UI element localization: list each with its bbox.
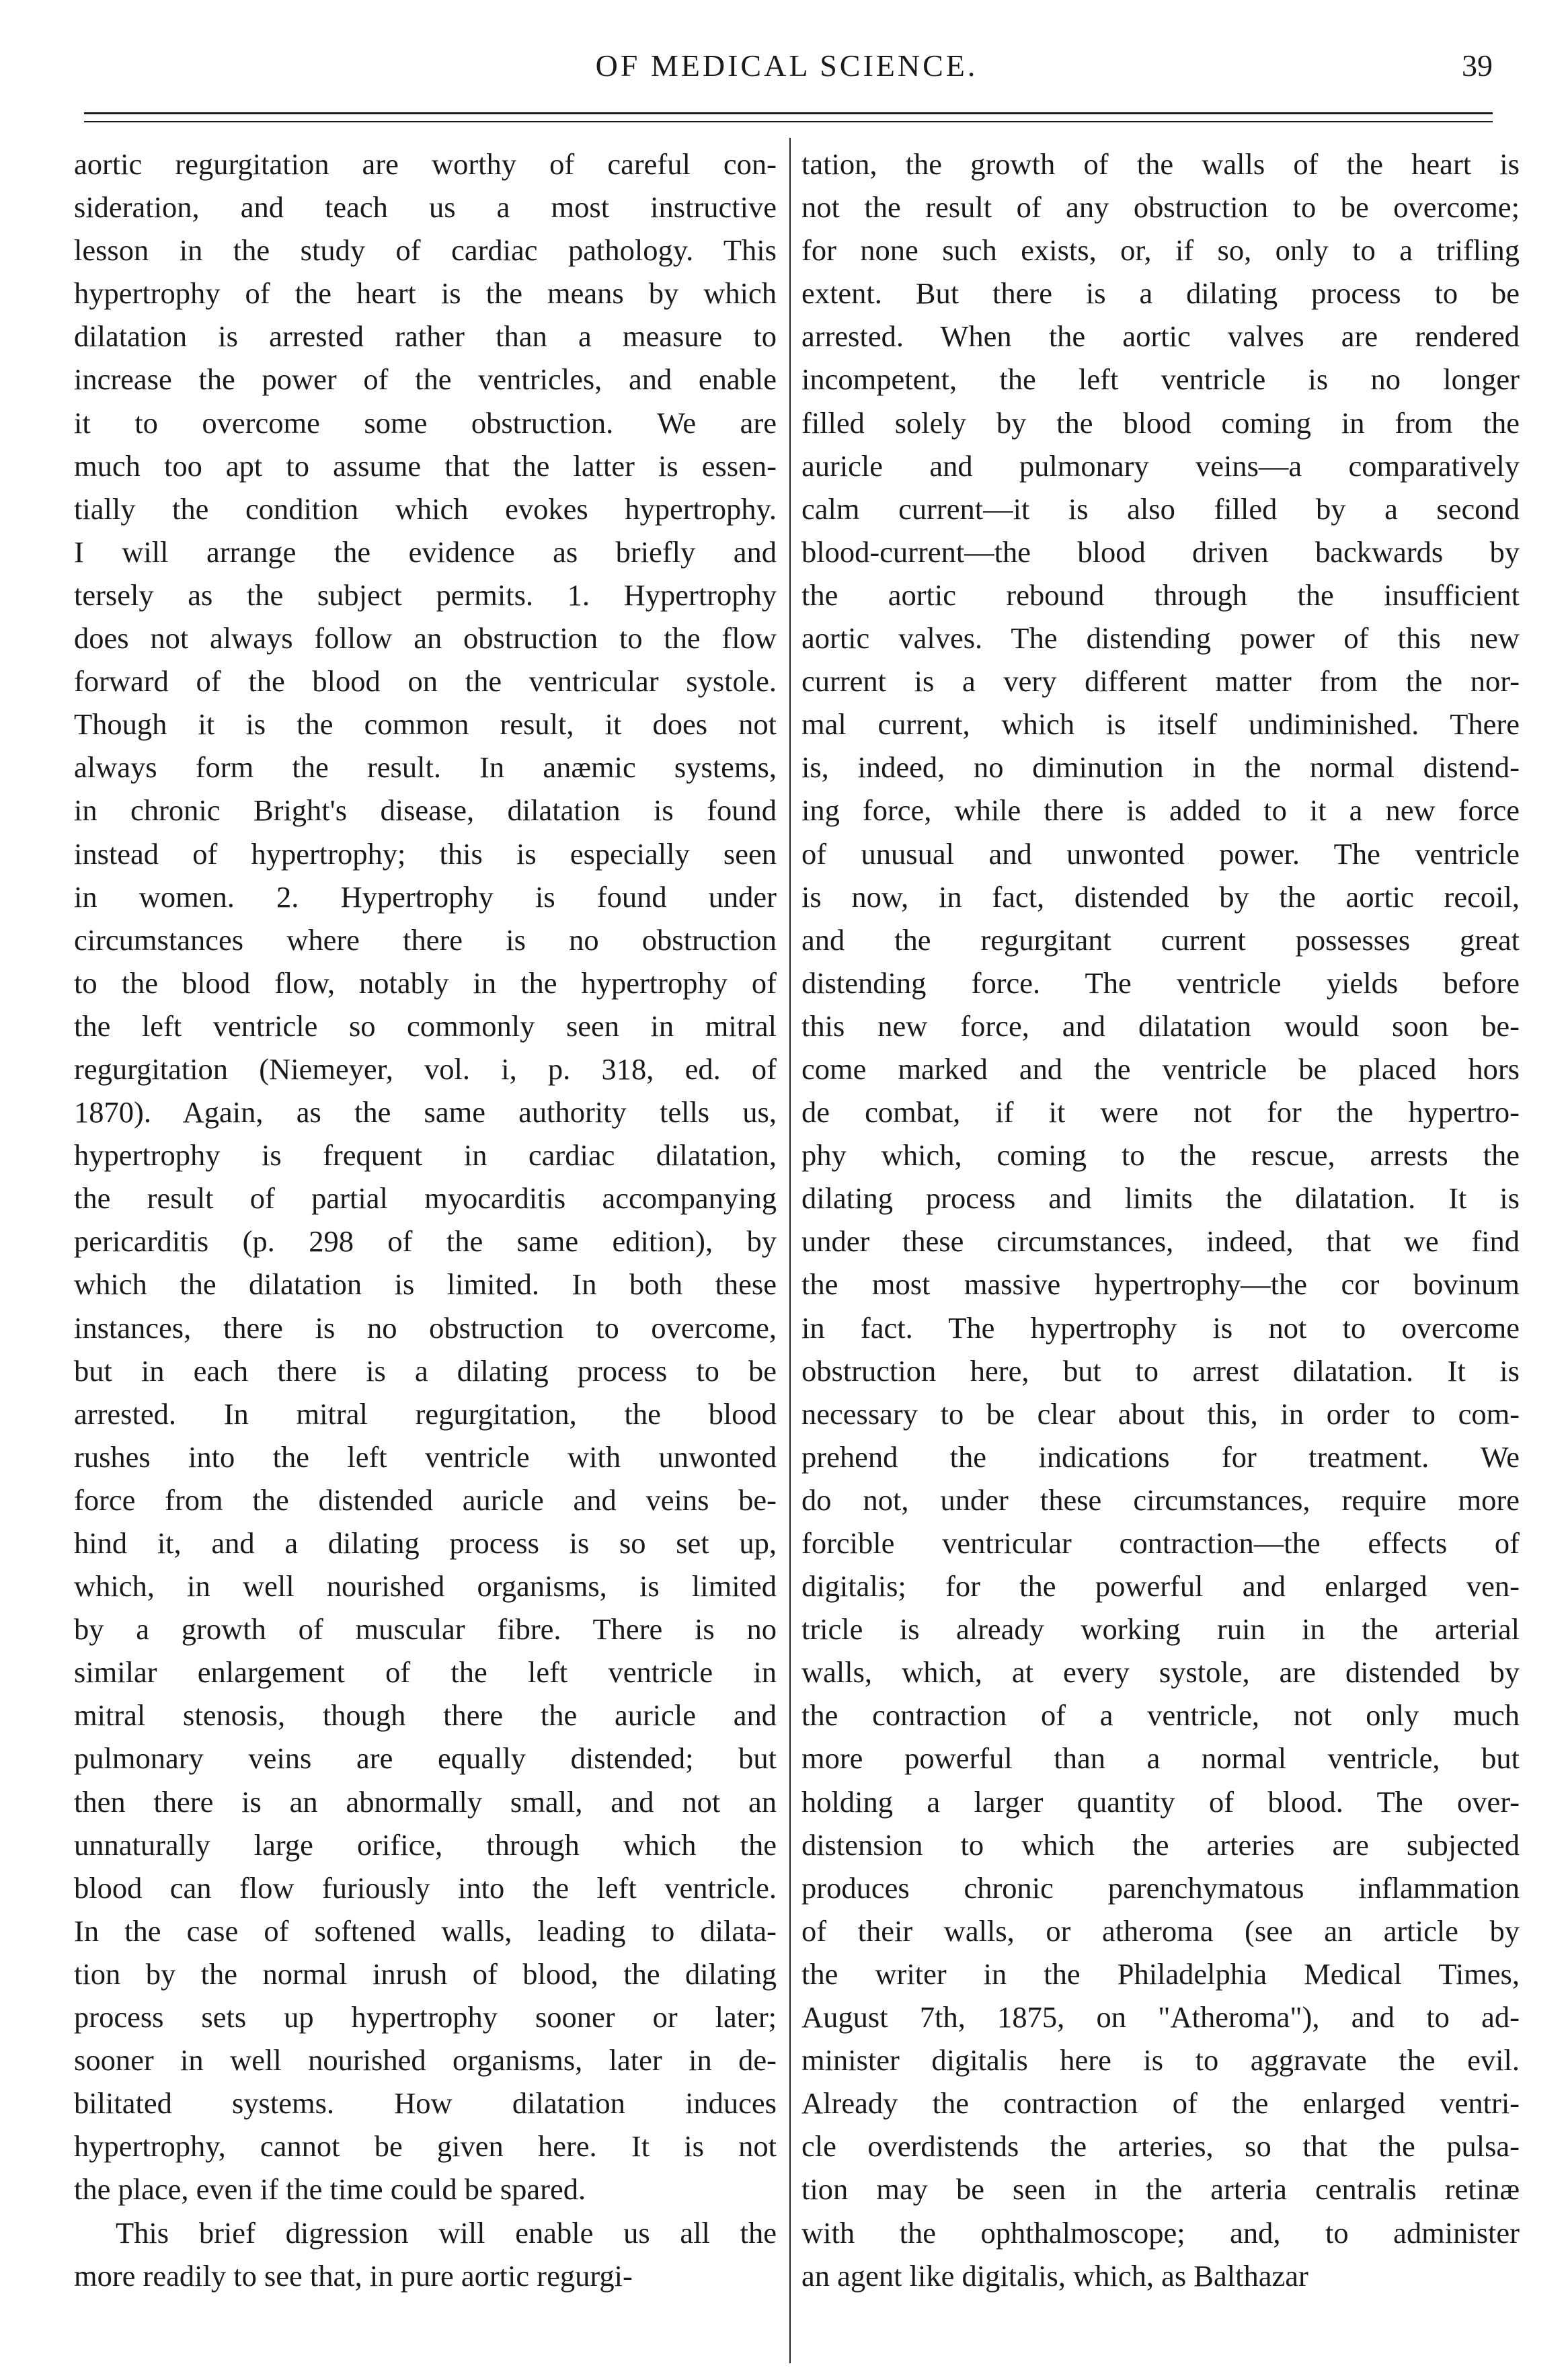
text-line: pulmonary veins are equally distended; but [74, 1741, 777, 1776]
text-line: tation, the growth of the walls of the heart is [801, 147, 1520, 181]
text-line: aortic valves. The distending power of this new [801, 621, 1520, 656]
text-line: walls, which, at every systole, are distended by [801, 1655, 1520, 1690]
text-line: an agent like digitalis, which, as Balthazar [801, 2258, 1308, 2293]
running-title: OF MEDICAL SCIENCE. [595, 48, 978, 83]
text-line: more powerful than a normal ventricle, but [801, 1741, 1520, 1776]
header-rule [84, 112, 1493, 114]
text-line: not the result of any obstruction to be overcome; [801, 190, 1520, 225]
text-line: incompetent, the left ventricle is no longer [801, 362, 1520, 397]
text-line: minister digitalis here is to aggravate the evil. [801, 2043, 1520, 2078]
text-line: this new force, and dilatation would soon be- [801, 1008, 1520, 1043]
text-line: forcible ventricular contraction—the effects of [801, 1526, 1520, 1560]
text-line: with the ophthalmoscope; and, to administer [801, 2215, 1520, 2250]
text-line: distending force. The ventricle yields before [801, 965, 1520, 1000]
text-line: phy which, coming to the rescue, arrests the [801, 1138, 1520, 1173]
left-column [74, 143, 777, 2297]
text-line: which the dilatation is limited. In both these [74, 1267, 777, 1302]
text-line: holding a larger quantity of blood. The over- [801, 1784, 1520, 1819]
text-line: regurgitation (Niemeyer, vol. i, p. 318, ed. of [74, 1052, 777, 1086]
text-line: in fact. The hypertrophy is not to overcome [801, 1310, 1520, 1345]
text-line: dilating process and limits the dilatation. It is [801, 1181, 1520, 1216]
text-line: of their walls, or atheroma (see an article by [801, 1913, 1520, 1948]
text-line: cle overdistends the arteries, so that the pulsa- [801, 2129, 1520, 2164]
text-line: de combat, if it were not for the hypertro- [801, 1095, 1520, 1130]
text-line: force from the distended auricle and veins be- [74, 1482, 777, 1517]
text-line: the contraction of a ventricle, not only much [801, 1698, 1520, 1733]
text-line: the aortic rebound through the insufficient [801, 578, 1520, 612]
text-line: mal current, which is itself undiminished. There [801, 707, 1520, 742]
text-line: filled solely by the blood coming in from the [801, 405, 1520, 440]
text-line: mitral stenosis, though there the auricle and [74, 1698, 777, 1733]
text-line: rushes into the left ventricle with unwonted [74, 1439, 777, 1474]
text-line: is now, in fact, distended by the aortic recoil, [801, 879, 1520, 914]
text-line: the result of partial myocarditis accompanying [74, 1181, 777, 1216]
text-line: forward of the blood on the ventricular systole. [74, 664, 777, 699]
text-line: hind it, and a dilating process is so set up, [74, 1526, 777, 1560]
text-line: necessary to be clear about this, in order to com- [801, 1396, 1520, 1431]
text-line: August 7th, 1875, on "Atheroma"), and to ad- [801, 2000, 1520, 2034]
text-line: hypertrophy of the heart is the means by which [74, 276, 777, 311]
text-line: dilatation is arrested rather than a measure to [74, 319, 777, 354]
text-line: sooner in well nourished organisms, later in de- [74, 2043, 777, 2078]
text-line: hypertrophy, cannot be given here. It is not [74, 2129, 777, 2164]
text-line: produces chronic parenchymatous inflammation [801, 1870, 1520, 1905]
text-line: extent. But there is a dilating process to be [801, 276, 1520, 311]
text-line: I will arrange the evidence as briefly and [74, 535, 777, 569]
text-line: under these circumstances, indeed, that we find [801, 1224, 1520, 1259]
text-line: prehend the indications for treatment. We [801, 1439, 1520, 1474]
text-line: In the case of softened walls, leading to dilata- [74, 1913, 777, 1948]
text-line: blood-current—the blood driven backwards by [801, 535, 1520, 569]
page-number: 39 [1462, 48, 1493, 83]
text-line: similar enlargement of the left ventricle in [74, 1655, 777, 1690]
text-line: of unusual and unwonted power. The ventricle [801, 836, 1520, 871]
text-line: by a growth of muscular fibre. There is no [74, 1612, 777, 1647]
column-divider [789, 138, 791, 2363]
text-line: auricle and pulmonary veins—a comparatively [801, 448, 1520, 483]
text-line: tially the condition which evokes hypertrophy. [74, 491, 777, 526]
text-line: instances, there is no obstruction to overcome, [74, 1310, 777, 1345]
text-line: unnaturally large orifice, through which the [74, 1827, 777, 1862]
text-line: increase the power of the ventricles, and enable [74, 362, 777, 397]
header-rule-thin [84, 121, 1493, 122]
text-line: the place, even if the time could be spared. [74, 2172, 586, 2207]
text-line: the writer in the Philadelphia Medical Times, [801, 1956, 1520, 1991]
text-line: Though it is the common result, it does not [74, 707, 777, 742]
text-line: circumstances where there is no obstruction [74, 922, 777, 957]
text-line: aortic regurgitation are worthy of careful con- [74, 147, 777, 181]
text-line: calm current—it is also filled by a second [801, 491, 1520, 526]
text-line: in women. 2. Hypertrophy is found under [74, 879, 777, 914]
text-line: tion by the normal inrush of blood, the dilating [74, 1956, 777, 1991]
text-line: tion may be seen in the arteria centralis retinæ [801, 2172, 1520, 2207]
text-line: digitalis; for the powerful and enlarged ven- [801, 1569, 1520, 1604]
text-line: for none such exists, or, if so, only to a trifling [801, 233, 1520, 268]
text-line: blood can flow furiously into the left ventricle. [74, 1870, 777, 1905]
text-line: do not, under these circumstances, require more [801, 1482, 1520, 1517]
text-line: the most massive hypertrophy—the cor bovinum [801, 1267, 1520, 1302]
text-line: is, indeed, no diminution in the normal distend- [801, 750, 1520, 785]
text-line: the left ventricle so commonly seen in mitral [74, 1008, 777, 1043]
text-line: in chronic Bright's disease, dilatation is found [74, 793, 777, 828]
text-line: then there is an abnormally small, and not an [74, 1784, 777, 1819]
text-line: but in each there is a dilating process to be [74, 1353, 777, 1388]
text-line: tersely as the subject permits. 1. Hypertrophy [74, 578, 777, 612]
text-line: come marked and the ventricle be placed hors [801, 1052, 1520, 1086]
text-line: to the blood flow, notably in the hypertrophy of [74, 965, 777, 1000]
text-line: hypertrophy is frequent in cardiac dilatation, [74, 1138, 777, 1173]
text-line: it to overcome some obstruction. We are [74, 405, 777, 440]
text-line: pericarditis (p. 298 of the same edition), by [74, 1224, 777, 1259]
page-header [81, 46, 1493, 93]
text-line: which, in well nourished organisms, is limited [74, 1569, 777, 1604]
text-line: bilitated systems. How dilatation induces [74, 2086, 777, 2121]
text-line: does not always follow an obstruction to the flow [74, 621, 777, 656]
text-line: ing force, while there is added to it a new force [801, 793, 1520, 828]
text-line: lesson in the study of cardiac pathology. This [74, 233, 777, 268]
text-line: sideration, and teach us a most instructive [74, 190, 777, 225]
text-line: arrested. When the aortic valves are rendered [801, 319, 1520, 354]
text-line: obstruction here, but to arrest dilatation. It is [801, 1353, 1520, 1388]
text-line: process sets up hypertrophy sooner or later; [74, 2000, 777, 2034]
text-line: distension to which the arteries are subjected [801, 1827, 1520, 1862]
text-line: 1870). Again, as the same authority tells us, [74, 1095, 777, 1130]
text-line: This brief digression will enable us all the [116, 2215, 777, 2250]
text-line: much too apt to assume that the latter is essen- [74, 448, 777, 483]
text-line: and the regurgitant current possesses great [801, 922, 1520, 957]
text-line: Already the contraction of the enlarged ventri- [801, 2086, 1520, 2121]
right-column [801, 143, 1520, 2297]
text-line: instead of hypertrophy; this is especially seen [74, 836, 777, 871]
text-line: arrested. In mitral regurgitation, the blood [74, 1396, 777, 1431]
text-line: tricle is already working ruin in the arterial [801, 1612, 1520, 1647]
text-line: current is a very different matter from the nor- [801, 664, 1520, 699]
text-line: always form the result. In anæmic systems, [74, 750, 777, 785]
text-line: more readily to see that, in pure aortic regurgi- [74, 2258, 633, 2293]
